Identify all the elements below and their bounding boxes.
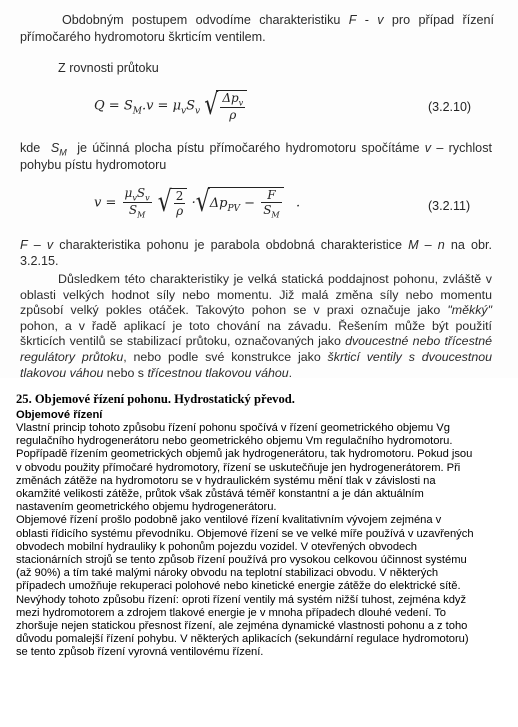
body-line: případech umožňuje rekuperaci polohové nebo kinetické energie zátěže do elektrické sítě. (16, 580, 461, 593)
where-paragraph: kde $S_M$ je účinná plocha pístu přímočarého hydromotoru spočítáme v – rychlost (20, 141, 492, 158)
body-line: Nevýhody tohoto způsobu řízení: oproti řízení ventily má systém nižší tuhost, zejména když (16, 593, 467, 606)
body-line: oblasti řídicího systému převodníku. Objemové řízení se ve velké míře používá v uzavřených (16, 527, 474, 540)
characteristic-paragraph-line2: 3.2.15. (20, 254, 59, 268)
intro-paragraph: Obdobným postupem odvodíme charakteristiku F - v pro případ řízení (62, 13, 494, 27)
body-line: se tento způsob řízení vyrovná ventilovému řízení. (16, 646, 264, 659)
body-line: změnách zátěže na hydromotoru se v hydraulickém systému mění tlak v závislosti na (16, 474, 436, 487)
equation-number-2: (3.2.11) (428, 199, 471, 213)
body-line: Vlastní princip tohoto způsobu řízení pohonu spočívá v řízení geometrického objemu Vg (16, 422, 450, 434)
section-25 (16, 392, 504, 660)
equation-number-1: (3.2.10) (428, 100, 472, 114)
equation-3-2-10: $Q = S_M.v = \mu_vS_v$ √ $\frac{\Delta p_v}{\rho}$ (94, 90, 247, 122)
where-paragraph-line2: pohybu pístu hydromotoru (20, 158, 167, 172)
body-line: okamžité velikosti zátěže, průtok však zůstává téměř konstantní a je dán aktuálním (16, 488, 424, 501)
section-heading: 25. Objemové řízení pohonu. Hydrostatický převod. (16, 392, 295, 406)
section-body (16, 422, 504, 660)
body-line: obvodech mobilní hydrauliky k pohonům pojezdu vozidel. V otevřených obvodech (16, 540, 417, 553)
equation-3-2-11: v = $\frac{\mu_vS_v}{S_M}$ √ $\frac{2}{\rho}$ $\cdot√\Delta p_{PV}$ − $\frac{F}{S_M}$ . (94, 185, 301, 220)
body-line: Popřípadě řízením geometrických objemů jak hydrogenerátoru, tak hydromotoru. Pokud jsou (16, 448, 473, 461)
flow-equality-heading: Z rovnosti průtoku (58, 61, 159, 75)
body-line: důvodu pomalejší řízení pohybu. V některých aplikacích (sekundární regulace hydromotoru) (16, 633, 469, 646)
section-subheading: Objemové řízení (16, 409, 103, 421)
characteristic-paragraph: F – v charakteristika pohonu je parabola obdobná charakteristice M – n na obr. (20, 238, 492, 252)
body-line: v obvodu použity přímočaré hydromotory, řízení se uskutečňuje jen hydrogenerátorem. Při (16, 461, 461, 474)
body-line: (až 90%) a tím také malými nároky obvodu na teplotní stabilizaci obvodu. V některých (16, 567, 439, 580)
body-line: mezi hydromotorem a zdrojem tlakové energie je v mnoha případech dlouhé vedení. To (16, 606, 446, 619)
body-line: Objemové řízení prošlo podobně jako ventilové řízení kvalitativním vývojem zejména v (16, 514, 442, 527)
consequence-paragraph: Důsledkem této charakteristiky je velká statická poddajnost pohonu, zvláště v oblasti velkých hodnot síly nebo momentu. Již malá změna síly nebo momentu způsobí velký pokles otáček. Takovýto pohon se v praxi označuje jako "měkký" pohon, a v řadě aplikací je toto chování na závadu. Řešením může být použití škrticích ventilů se stabilizací průtoku, označovaných jako dvoucestné nebo třícestné regulátory průtoku, nebo podle své konstrukce jako škrticí ventily s dvoucestnou tlakovou váhou nebo s třícestnou tlakovou váhou. (20, 272, 492, 380)
body-line: regulačního hydrogenerátoru nebo geometrického objemu Vm regulačního hydromotoru. (16, 435, 453, 448)
body-line: nastavením geometrického objemu hydrogenerátoru. (16, 501, 277, 514)
body-line: zhoršuje nejen statickou přesnost řízení, ale zejména dynamické vlastnosti pohonu a z toho (16, 620, 468, 633)
intro-paragraph-line2: přímočarého hydromotoru škrticím ventilem. (20, 30, 266, 44)
body-line: stacionárních strojů se tento způsob řízení používá pro vysokou celkovou účinnost systému (16, 554, 467, 567)
